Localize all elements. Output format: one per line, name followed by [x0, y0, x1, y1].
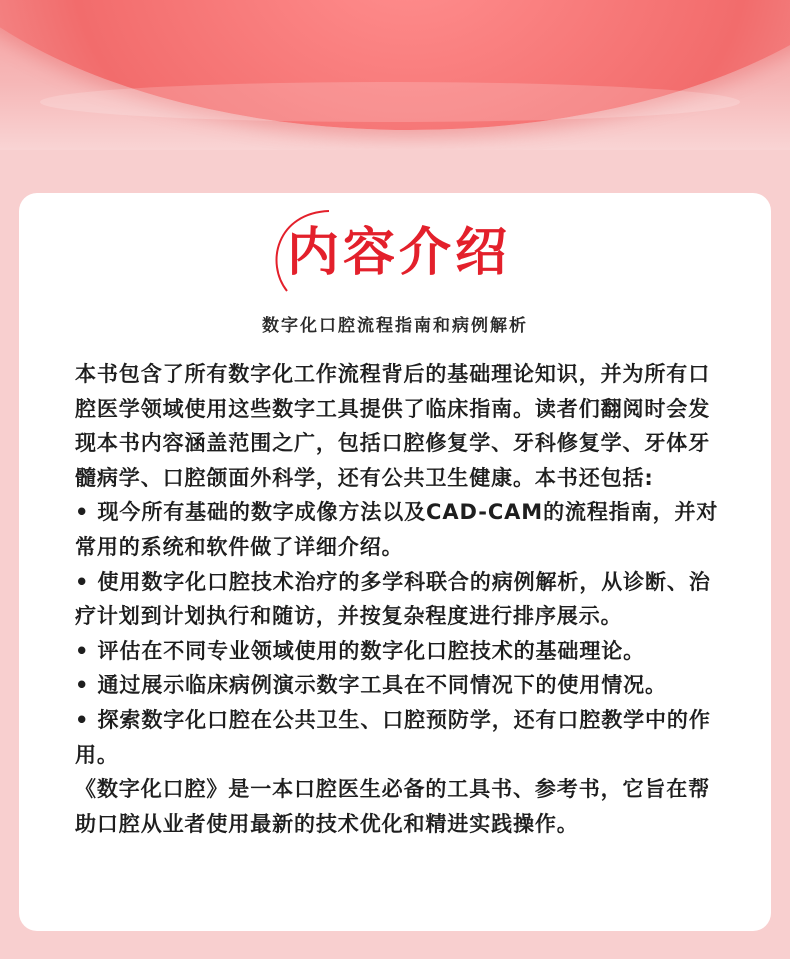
bullet-item: • 探索数字化口腔在公共卫生、口腔预防学，还有口腔教学中的作用。	[75, 707, 711, 767]
bullet-item: • 使用数字化口腔技术治疗的多学科联合的病例解析，从诊断、治疗计划到计划执行和随访，并按复杂程度进行排序展示。	[75, 569, 711, 629]
bullet-item: • 通过展示临床病例演示数字工具在不同情况下的使用情况。	[75, 673, 667, 698]
section-title: 内容介绍	[287, 223, 512, 283]
top-banner	[0, 0, 790, 150]
content-card	[19, 193, 771, 931]
closing-paragraph: 《数字化口腔》是一本口腔医生必备的工具书、参考书，它旨在帮助口腔从业者使用最新的技术优化和精进实践操作。	[75, 777, 711, 836]
bullet-item: • 现今所有基础的数字成像方法以及CAD-CAM的流程指南，并对常用的系统和软件做了详细介绍。	[75, 500, 719, 559]
description-body	[75, 357, 725, 841]
title-block	[259, 213, 559, 293]
book-subtitle: 数字化口腔流程指南和病例解析	[262, 316, 528, 336]
banner-shine-decoration	[40, 82, 740, 122]
intro-paragraph: 本书包含了所有数字化工作流程背后的基础理论知识，并为所有口腔医学领域使用这些数字工具提供了临床指南。读者们翻阅时会发现本书内容涵盖范围之广，包括口腔修复学、牙科修复学、牙体牙髓病学、口腔颌面外科学，还有公共卫生健康。本书还包括:	[75, 362, 711, 490]
bullet-item: • 评估在不同专业领域使用的数字化口腔技术的基础理论。	[75, 638, 646, 663]
